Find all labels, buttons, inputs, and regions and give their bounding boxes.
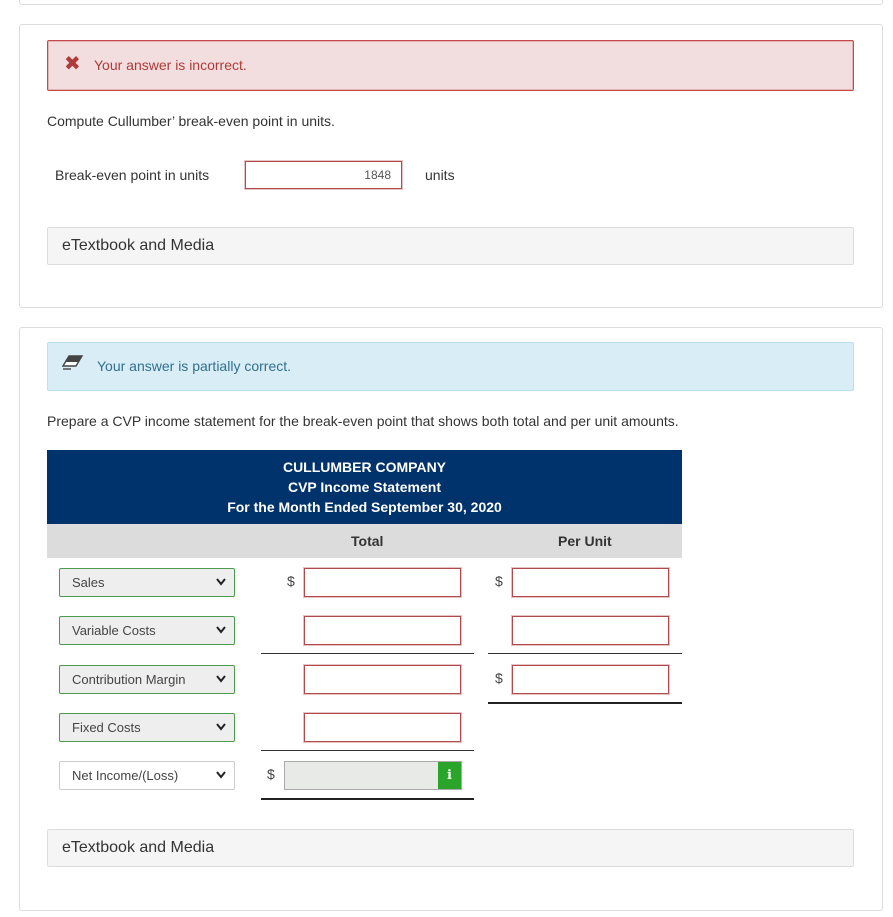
row-select-sales[interactable]: [59, 568, 235, 597]
net-income-total-input[interactable]: [284, 761, 462, 790]
row-select-net-income[interactable]: [59, 761, 235, 790]
question-text-1: Compute Cullumber’ break-even point in units.: [47, 113, 335, 129]
row-select-variable-costs[interactable]: [59, 616, 235, 645]
incorrect-alert: [47, 40, 854, 91]
contribution-margin-total-input[interactable]: [304, 665, 461, 694]
row-select-fixed-costs[interactable]: [59, 713, 235, 742]
company-name: CULLUMBER COMPANY: [282, 459, 447, 475]
question-text-2: Prepare a CVP income statement for the break-even point that shows both total and per unit amounts.: [47, 413, 679, 429]
incorrect-alert-message: Your answer is incorrect.: [94, 57, 247, 73]
subtotal-rule: [261, 750, 474, 751]
break-even-label: Break-even point in units: [55, 167, 210, 183]
chevron-down-icon: [216, 626, 226, 634]
fixed-costs-total-input[interactable]: [304, 713, 461, 742]
dollar-sign: $: [495, 573, 503, 589]
partially-correct-alert: [47, 342, 854, 391]
etextbook-media-button-1[interactable]: eTextbook and Media: [47, 227, 854, 265]
partially-correct-message: Your answer is partially correct.: [97, 358, 292, 374]
dollar-sign: $: [287, 573, 295, 589]
variable-costs-per-unit-input[interactable]: [512, 616, 669, 645]
subtotal-rule: [488, 653, 682, 654]
chevron-down-icon: [216, 723, 226, 731]
info-button[interactable]: i: [438, 762, 461, 789]
sales-per-unit-input[interactable]: [512, 568, 669, 597]
col-total-header: Total: [351, 533, 384, 549]
previous-card: [19, 0, 883, 5]
dollar-sign: $: [495, 670, 503, 686]
col-per-unit-header: Per Unit: [558, 533, 612, 549]
column-headers: [47, 524, 682, 558]
etextbook-media-button-2[interactable]: eTextbook and Media: [47, 829, 854, 867]
contribution-margin-per-unit-input[interactable]: [512, 665, 669, 694]
chevron-down-icon: [216, 675, 226, 683]
select-value: Sales: [72, 575, 105, 590]
subtotal-rule: [261, 653, 474, 654]
total-rule: [261, 798, 474, 800]
eraser-icon: [62, 355, 84, 376]
statement-title: CVP Income Statement: [287, 479, 441, 495]
units-label: units: [425, 167, 455, 183]
select-value: Fixed Costs: [72, 720, 141, 735]
chevron-down-icon: [216, 771, 226, 779]
select-value: Net Income/(Loss): [72, 768, 179, 783]
dollar-sign: $: [267, 766, 275, 782]
row-select-contribution-margin[interactable]: [59, 665, 235, 694]
total-rule: [488, 702, 682, 704]
select-value: Variable Costs: [72, 623, 156, 638]
statement-header: [47, 450, 682, 524]
sales-total-input[interactable]: [304, 568, 461, 597]
chevron-down-icon: [216, 578, 226, 586]
x-icon: ✖: [64, 53, 81, 75]
select-value: Contribution Margin: [72, 672, 186, 687]
variable-costs-total-input[interactable]: [304, 616, 461, 645]
break-even-units-input[interactable]: 1848: [245, 161, 402, 189]
statement-period: For the Month Ended September 30, 2020: [227, 499, 502, 515]
